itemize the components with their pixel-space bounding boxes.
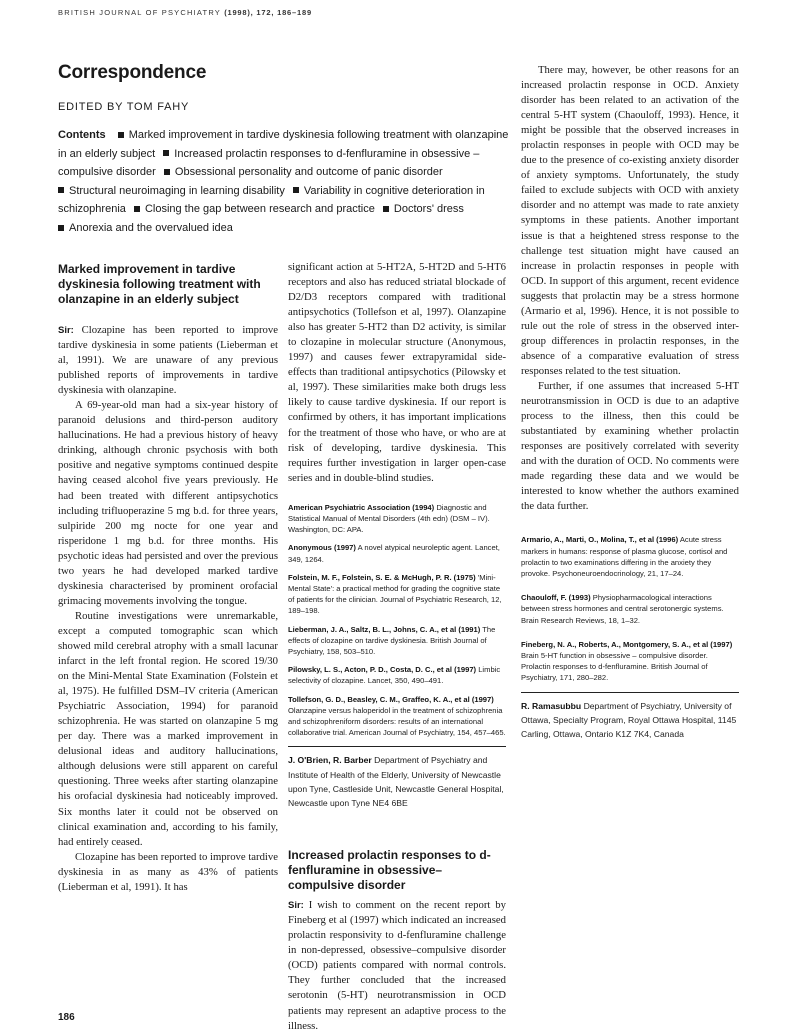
article1-paragraph: Clozapine has been reported to improve tardive dyskinesia in as many as 43% of patients (Lieberman et al, 1991). It has xyxy=(58,850,278,893)
column-1 xyxy=(58,262,278,895)
contents-item: Obsessional personality and outcome of panic disorder xyxy=(174,166,443,179)
reference-item: Fineberg, N. A., Roberts, A., Montgomery, S. A., et al (1997) Brain 5-HT function in obsessive – compulsive disorder. Prolactin responses to d-fenfluramine. British Journal of Psychiatry, 171, 280–282. xyxy=(521,639,733,683)
contents-item: Marked improvement in tardive dyskinesia following treatment with olanzapine in an elderly subject xyxy=(58,129,509,160)
journal-name: BRITISH JOURNAL OF PSYCHIATRY xyxy=(58,8,221,17)
contents-item: Anorexia and the overvalued idea xyxy=(69,221,233,234)
bullet-icon xyxy=(164,169,170,175)
article1-body xyxy=(58,323,278,895)
reference-item: Tollefson, G. D., Beasley, C. M., Graffeo, K. A., et al (1997) Olanzapine versus haloperidol in the treatment of schizophrenia and schizophreniform disorders: results of an international collaborative trial. American Journal of Psychiatry, 154, 457–465. xyxy=(288,694,506,738)
column-3 xyxy=(521,63,739,741)
article2-body xyxy=(288,898,506,1033)
bullet-icon xyxy=(163,150,169,156)
reference-item: Lieberman, J. A., Saltz, B. L., Johns, C. A., et al (1991) The effects of clozapine on tardive dyskinesia. British Journal of Psychiatry, 158, 503–510. xyxy=(288,624,496,656)
reference-item: Anonymous (1997) A novel atypical neuroleptic agent. Lancet, 349, 1264. xyxy=(288,543,500,564)
article1-paragraph: A 69-year-old man had a six-year history of paranoid delusions and third-person auditory hallucinations. He had a previous history of heavy drinking, although chronic psychosis with both positive and negative symptoms continued despite having ceased alcohol five years previously. He had been treated with different antipsychotics including trifluoperazine 5 mg b.d. for three years, sulpiride 200 mg nocte for one year and risperidone 1 mg b.d. for three months. His psychotic ideas had persisted and over the previous two years he had developed marked tardive dyskinesia characterised by prominent orofacial grimacing movements involving the tongue. xyxy=(58,399,278,607)
bullet-icon xyxy=(293,187,299,193)
article2-paragraph: Further, if one assumes that increased 5-HT neurotransmission in OCD is due to an adaptive process to the illness, then this could be substantiated by examining whether prolactin responses are positively correlated with severity and with the duration of OCD. No comments were made regarding these data and we would be interested to know whether the authors examined the data further. xyxy=(521,379,739,513)
contents-item: Variability in cognitive deterioration in schizophrenia xyxy=(58,184,485,216)
article1-title: Marked improvement in tardive dyskinesia following treatment with olanzapine in an elderly subject xyxy=(58,262,261,306)
sir-salutation: Sir: xyxy=(288,900,304,912)
contents-item: Doctors' dress xyxy=(393,203,464,216)
contents-item: Structural neuroimaging in learning disability xyxy=(69,184,285,197)
article2-affiliation: R. Ramasubbu Department of Psychiatry, University of Ottawa, Specialty Program, Royal Ottawa Hospital, 1145 Carling, Ottawa, Ontario K1Z 7K4, Canada xyxy=(521,700,737,740)
bullet-icon xyxy=(118,132,124,138)
citation: (1998), 172, 186–189 xyxy=(224,8,312,17)
article2-paragraph: Sir: I wish to comment on the recent report by Fineberg et al (1997) which indicated an increased prolactin responsivity to d-fenfluramine challenge in non-depressed, obsessive–compulsive disorder (OCD) patients compared with normal controls. They further concluded that the increased serotonin (5-HT) neurotransmission in OCD patients may represent an adaptive process to the illness. xyxy=(288,899,506,1032)
article1-paragraph: Routine investigations were unremarkable, except a computed tomographic scan which showed mild cerebral atrophy with a small lacunar infarct in the left frontal region. He scored 19/30 on the Mini-Mental State Examination (Folstein et al, 1975). He fulfilled DSM–IV criteria (American Psychiatric Association, 1994) for paranoid schizophrenia. He was started on olanzapine 5 mg per day. There was a marked improvement in delusional ideas and auditory hallucinations, although delusions were still apparent on careful questioning. Three weeks after starting olanzapine his orofacial dyskinesia had noticeably improved. Six months later it could not be observed on clinical examination and, according to his family, had entirely ceased. xyxy=(58,609,278,848)
sir-salutation: Sir: xyxy=(58,325,74,336)
divider-rule xyxy=(521,692,739,693)
article1-paragraph: Sir: Clozapine has been reported to improve tardive dyskinesia in some patients (Lieberman et al, 1991). We are unaware of any previous published reports of improvements in tardive dyskinesia with olanzapine. xyxy=(58,324,278,397)
contents-label: Contents xyxy=(58,129,106,141)
reference-item: Pilowsky, L. S., Acton, P. D., Costa, D. C., et al (1997) Limbic selectivity of clozapine. Lancet, 350, 490–491. xyxy=(288,665,501,686)
page-number: 186 xyxy=(58,1012,75,1023)
article2-paragraph: There may, however, be other reasons for an increased prolactin response in OCD. Anxiety disorder has been related to an activation of the central 5-HT system (Chaouloff, 1993). Hence, it might be possible that the observed increases in prolactin responses in people with OCD may be due to the presence of co-existing anxiety disorder of anxiety symptoms. Unfortunately, the study failed to exclude subjects with OCD with anxiety disorder and no attempt was made to rate anxiety symptoms in these patients. Another important issue is that a heightened stress response to the challenge test situation might have caused an increase in prolactin responses in people with OCD. In support of this argument, recent evidence suggests that prolactin may be a stress hormone (Armario et al, 1996). Hence, it is not possible to rule out the role of stress in the observed inter-group differences in prolactin responses, in the absence of a comparative evaluation of stress responses related to the test situation. xyxy=(521,64,739,377)
contents-box xyxy=(58,126,513,238)
bullet-icon xyxy=(134,206,140,212)
reference-item: American Psychiatric Association (1994) Diagnostic and Statistical Manual of Mental Disorders (4th edn) (DSM – IV). Washington, DC: APA. xyxy=(288,502,490,535)
running-head xyxy=(58,8,312,17)
article2-title: Increased prolactin responses to d-fenfluramine in obsessive–compulsive disorder xyxy=(288,848,491,893)
bullet-icon xyxy=(383,206,389,212)
column-2 xyxy=(288,260,506,1034)
reference-item: Folstein, M. F., Folstein, S. E. & McHugh, P. R. (1975) 'Mini-Mental State': a practical method for grading the cognitive state of patients for the clinician. Journal of Psychiatric Research, 12, 189–198. xyxy=(288,572,502,616)
bullet-icon xyxy=(58,225,64,231)
contents-item: Closing the gap between research and practice xyxy=(144,203,375,216)
article1-affiliation: J. O'Brien, R. Barber Department of Psychiatry and Institute of Health of the Elderly, University of Newcastle upon Tyne, Castleside Unit, Newcastle General Hospital, Newcastle upon Tyne NE4 6BE xyxy=(288,755,504,808)
article1-paragraph: significant action at 5-HT2A, 5-HT2D and 5-HT6 receptors and also has reduced striatal blockade of D2/D3 receptors compared with traditional antipsychotics (Tollefson et al, 1997). Olanzapine also has greater 5-HT2 than D2 activity, is similar to clozapine in molecular structure (Anonymous, 1997) and causes fewer extrapyramidal side-effects than traditional antipsychotics (Pilowsky et al, 1997). These similarities make both drugs less likely to cause tardive dyskinesia. If our report is confirmed by others, it has important implications for the treatment of those who have, or who are at risk of developing, tardive dyskinesia. This requires further investigation in larger open-case series and in double-blind studies. xyxy=(288,261,506,484)
reference-item: Armario, A., Marti, O., Molina, T., et al (1996) Acute stress markers in humans: response of plasma glucose, cortisol and prolactin to two examinations differing in the anxiety they provoke. Psychoneuroendocrinology, 21, 17–24. xyxy=(521,535,728,579)
article1-body-continued xyxy=(288,260,506,486)
reference-item: Chaouloff, F. (1993) Physiopharmacological interactions between stress hormones and central serotonergic systems. Brain Research Reviews, 18, 1–32. xyxy=(521,593,724,625)
contents-item: Increased prolactin responses to d-fenfluramine in obsessive – compulsive disorder xyxy=(58,147,480,179)
section-title: Correspondence xyxy=(58,62,207,83)
bullet-icon xyxy=(58,187,64,193)
article2-references xyxy=(521,534,739,683)
divider-rule xyxy=(288,746,506,747)
article1-references xyxy=(288,502,506,739)
article2-body-continued xyxy=(521,63,739,514)
editor-line: EDITED BY TOM FAHY xyxy=(58,101,190,113)
